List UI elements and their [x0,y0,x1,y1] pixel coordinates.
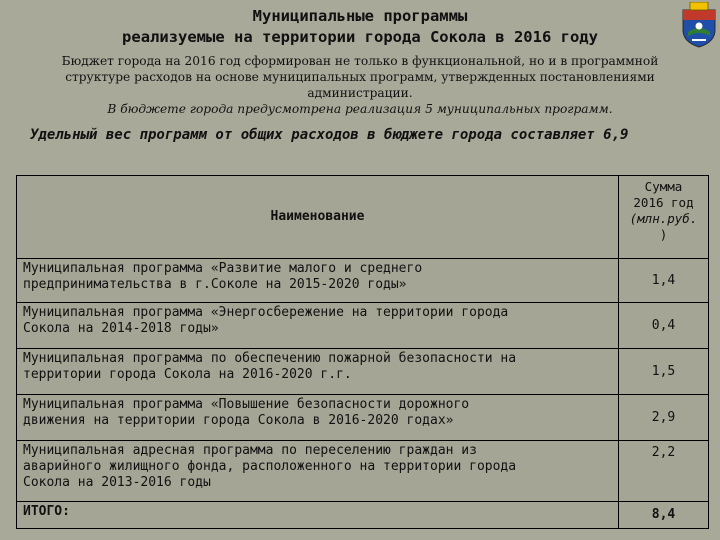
program-name [17,349,619,395]
program-name-line: Муниципальная программа «Энергосбережение на территории города [23,305,509,320]
page-title [60,6,660,48]
programs-table [16,175,709,529]
program-share-text: Удельный вес программ от общих расходов в бюджете города составляет 6,9 [30,127,629,143]
program-name [17,303,619,349]
program-value: 1,5 [619,349,709,395]
program-value: 2,9 [619,395,709,441]
program-name-line: Муниципальная адресная программа по переселению граждан из [23,443,477,458]
table-row [17,395,709,441]
intro-line-2: структуре расходов на основе муниципальных программ, утвержденных постановлениями [65,70,655,84]
total-row [17,502,709,529]
header-sum-line-1: Сумма [644,179,683,194]
table-header-row [17,176,709,259]
program-value: 2,2 [619,441,709,502]
program-name-line: предпринимательства в г.Соколе на 2015-2020 годы» [23,277,407,292]
table-row [17,259,709,303]
program-name-line: Муниципальная программа по обеспечению пожарной безопасности на [23,351,517,366]
program-name-line: движения на территории города Сокола в 2016-2020 годах» [23,413,454,428]
title-line-2: реализуемые на территории города Сокола в 2016 году [122,28,598,46]
header-sum-line-4: ) [659,227,668,242]
program-name-line: Муниципальная программа «Развитие малого и среднего [23,261,423,276]
total-value: 8,4 [619,502,709,529]
intro-line-4: В бюджете города предусмотрена реализация 5 муниципальных программ. [107,102,613,116]
header-sum-line-2: 2016 год [633,195,694,210]
program-name [17,259,619,303]
intro-line-1: Бюджет города на 2016 год сформирован не только в функциональной, но и в программной [61,54,659,68]
table-row [17,303,709,349]
table-row [17,349,709,395]
program-name-line: Сокола на 2013-2016 годы [23,475,211,490]
program-name-line: Сокола на 2014-2018 годы» [23,321,219,336]
program-name [17,395,619,441]
program-name-line: Муниципальная программа «Повышение безопасности дорожного [23,397,470,412]
intro-paragraph [14,53,706,117]
program-value: 0,4 [619,303,709,349]
intro-line-3: администрации. [307,86,413,100]
table-row [17,441,709,502]
program-name [17,441,619,502]
program-name-line: аварийного жилищного фонда, расположенного на территории города [23,459,517,474]
total-label: ИТОГО: [17,502,619,529]
program-name-line: территории города Сокола на 2016-2020 г.г. [23,367,352,382]
program-value: 1,4 [619,259,709,303]
header-sum [619,176,709,259]
city-coat-of-arms-icon [680,2,718,48]
title-line-1: Муниципальные программы [252,7,468,25]
header-name: Наименование [17,176,619,259]
header-sum-line-3: (млн.руб. [629,211,698,226]
